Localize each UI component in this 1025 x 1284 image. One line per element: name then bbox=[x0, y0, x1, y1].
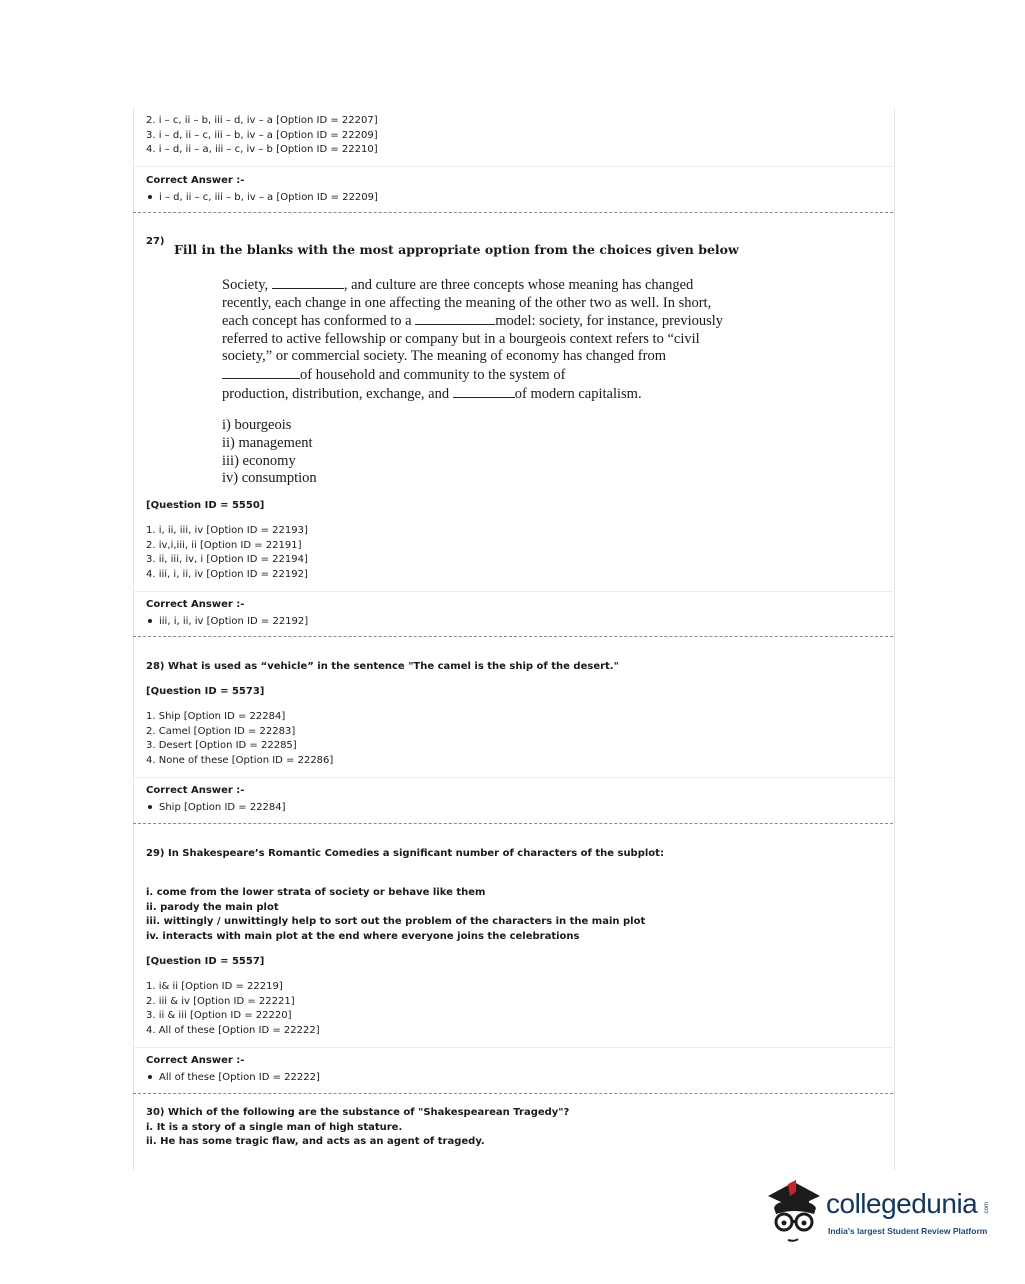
correct-answer-block bbox=[146, 598, 886, 629]
divider bbox=[133, 166, 893, 167]
divider bbox=[133, 777, 893, 778]
logo-tagline: India's largest Student Review Platform bbox=[828, 1226, 988, 1236]
question-title: 30) Which of the following are the substance of "Shakespearean Tragedy"? bbox=[146, 1107, 570, 1118]
correct-answer-label: Correct Answer :- bbox=[146, 1055, 245, 1066]
option-line: 4. All of these [Option ID = 22222] bbox=[146, 1025, 320, 1037]
prev-question-options bbox=[146, 114, 886, 158]
option-line: 4. iii, i, ii, iv [Option ID = 22192] bbox=[146, 569, 308, 581]
option-line: 2. iii & iv [Option ID = 22221] bbox=[146, 995, 295, 1007]
blank bbox=[222, 366, 300, 379]
statement-list bbox=[146, 886, 886, 945]
question-block bbox=[146, 1106, 886, 1150]
correct-answer-value: i – d, ii – c, iii – b, iv – a [Option ID = 22209] bbox=[146, 191, 886, 205]
correct-answer-value: iii, i, ii, iv [Option ID = 22192] bbox=[146, 615, 886, 629]
statement-item: iii. wittingly / unwittingly help to sort out the problem of the characters in the main plot bbox=[146, 916, 646, 928]
statement-item: iv. interacts with main plot at the end where everyone joins the celebrations bbox=[146, 931, 580, 943]
choice-item: i) bourgeois bbox=[222, 417, 292, 433]
option-line: 4. i – d, ii – a, iii – c, iv – b [Option ID = 22210] bbox=[146, 144, 378, 156]
option-line: 2. iv,i,iii, ii [Option ID = 22191] bbox=[146, 539, 302, 551]
divider bbox=[133, 591, 893, 592]
correct-answer-label: Correct Answer :- bbox=[146, 785, 245, 796]
bullet-icon bbox=[148, 619, 152, 623]
option-line: 3. i – d, ii – c, iii – b, iv – a [Option ID = 22209] bbox=[146, 129, 378, 141]
choice-item: iv) consumption bbox=[222, 470, 317, 487]
correct-answer-block bbox=[146, 1054, 886, 1085]
question-title: 29) In Shakespeare’s Romantic Comedies a significant number of characters of the subplot: bbox=[146, 848, 664, 859]
choice-item: iii) economy bbox=[222, 452, 296, 469]
correct-answer-label: Correct Answer :- bbox=[146, 175, 245, 186]
choice-item: ii) management bbox=[222, 434, 313, 451]
option-line: 3. Desert [Option ID = 22285] bbox=[146, 740, 297, 752]
correct-answer-value: All of these [Option ID = 22222] bbox=[146, 1071, 886, 1085]
question-id: [Question ID = 5550] bbox=[146, 500, 265, 511]
option-line: 1. i, ii, iii, iv [Option ID = 22193] bbox=[146, 525, 308, 536]
option-line: 4. None of these [Option ID = 22286] bbox=[146, 755, 334, 767]
option-line: 3. ii, iii, iv, i [Option ID = 22194] bbox=[146, 554, 308, 566]
correct-answer-block bbox=[146, 784, 886, 815]
question-passage: Society, , and culture are three concepts whose meaning has changed recently, each change in one affecting the meaning of the other two as well. In short, each concept has conformed to a model: society, for instance, previously referred to active fellowship or company but in a bourgeois context refers to “civil society,” or commercial society. The meaning of economy has changed from of household and community to the system of production, distribution, exchange, and of modern capitalism. bbox=[222, 277, 724, 402]
prev-correct-answer bbox=[146, 174, 886, 205]
logo-domain: .com bbox=[984, 1202, 990, 1216]
question-separator bbox=[133, 212, 893, 213]
statement-item: i. come from the lower strata of society or behave like them bbox=[146, 887, 486, 898]
statement-item: ii. parody the main plot bbox=[146, 901, 279, 913]
logo-wordmark: collegedunia bbox=[826, 1188, 978, 1219]
statement-item: i. It is a story of a single man of high stature. bbox=[146, 1121, 403, 1133]
question-number: 27) bbox=[146, 236, 165, 247]
correct-answer-label: Correct Answer :- bbox=[146, 599, 245, 610]
question-title: 28) What is used as “vehicle” in the sentence "The camel is the ship of the desert." bbox=[146, 661, 619, 672]
blank bbox=[415, 312, 495, 325]
bullet-icon bbox=[148, 1075, 152, 1079]
option-line: 3. ii & iii [Option ID = 22220] bbox=[146, 1010, 292, 1022]
correct-answer-value: Ship [Option ID = 22284] bbox=[146, 801, 886, 815]
question-id: [Question ID = 5557] bbox=[146, 956, 265, 967]
question-separator bbox=[133, 823, 893, 824]
blank bbox=[453, 385, 515, 398]
option-list bbox=[146, 524, 886, 583]
choice-list bbox=[222, 417, 317, 488]
question-separator bbox=[133, 1093, 893, 1094]
blank bbox=[272, 276, 344, 289]
option-list bbox=[146, 980, 886, 1039]
statement-item: ii. He has some tragic flaw, and acts as an agent of tragedy. bbox=[146, 1136, 485, 1148]
option-line: 1. i& ii [Option ID = 22219] bbox=[146, 981, 283, 992]
bullet-icon bbox=[148, 195, 152, 199]
option-line: 1. Ship [Option ID = 22284] bbox=[146, 711, 286, 722]
question-id: [Question ID = 5573] bbox=[146, 686, 265, 697]
bullet-icon bbox=[148, 805, 152, 809]
question-separator bbox=[133, 636, 893, 637]
divider bbox=[133, 1047, 893, 1048]
option-line: 2. i – c, ii – b, iii – d, iv – a [Option ID = 22207] bbox=[146, 115, 378, 126]
question-title: Fill in the blanks with the most appropriate option from the choices given below bbox=[174, 242, 739, 257]
option-list bbox=[146, 710, 886, 769]
option-line: 2. Camel [Option ID = 22283] bbox=[146, 725, 296, 737]
